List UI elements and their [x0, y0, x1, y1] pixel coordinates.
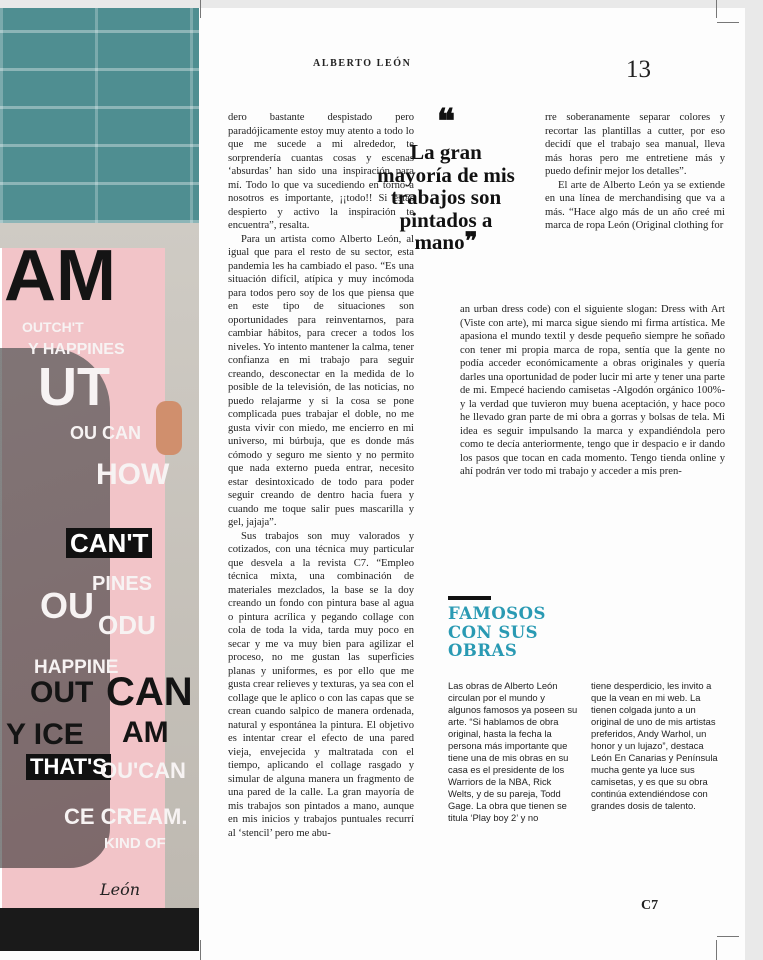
art-text: PINES	[92, 573, 153, 595]
art-text: OU CAN	[70, 423, 141, 443]
art-text: AM	[122, 716, 169, 749]
pull-quote-text: La gran mayoría de mis trabajos son pintados a mano	[377, 140, 515, 254]
art-text: OU	[40, 585, 94, 626]
paragraph: El arte de Alberto León ya se extiende en una línea de merchandising que va a más. “Hace algo más de un año creé mi marca de ropa León (Original clothing for	[545, 179, 725, 231]
crop-mark-bottom-right	[716, 940, 717, 960]
close-quote-icon: ❞	[464, 229, 478, 255]
art-text: CE CREAM.	[64, 804, 188, 829]
page-number: 13	[626, 56, 651, 83]
artist-signature: León	[100, 880, 141, 899]
crop-mark-top-left	[200, 0, 201, 18]
hand-holding-canvas	[156, 401, 182, 455]
crop-mark-bottom-right-h	[717, 936, 739, 937]
sidebar-column-1: Las obras de Alberto León circulan por el mundo y algunos famosos ya poseen su arte. “Si hablamos de obra original, hasta la fecha la persona más importante que tiene una de mis obras en su casa es el presidente de los Warriors de la NBA, Rick Welts, y de su pareja, Todd Gage. La obra que tienen se titula ‘Play boy 2’ y no	[448, 680, 578, 823]
art-text: CAN'T	[66, 528, 152, 558]
art-text: UT	[38, 357, 110, 417]
art-text: AM	[4, 236, 116, 316]
open-quote-icon: ❝	[436, 104, 456, 141]
floor-shadow	[0, 908, 199, 951]
brick-wall	[0, 8, 199, 223]
art-text: Y HAPPINES	[28, 341, 125, 358]
sidebar-title	[448, 605, 568, 661]
art-text: ODU	[98, 610, 156, 640]
paragraph: an urban dress code) con el siguiente slogan: Dress with Art (Viste con arte), mi marca sigue siendo mi firma artística. Me apasiona el mundo textil y desde pequeño siempre he soñado con tener mi propia marca de ropa, sentía que la gente no podía acceder económicamente a obras originales y quería darles una oportunidad de poder lucir mi arte y tener una parte de mi. Empecé haciendo camisetas -Algodón orgánico 100%- y la verdad que tuvieron muy buena aceptación, y hace poco he llevado gran parte de mi obra a gorras y bolsas de tela. Mi idea es seguir impulsando la marca y expandiéndola pero como te decía anteriormente, tengo que ir despacio e ir dando los pasos que tocan en cada momento. Tengo tienda online y ahí podrán ver todo mi trabajo y acceder a mis pren-	[460, 304, 725, 477]
crop-mark-top-right-h	[717, 22, 739, 23]
art-text: CAN	[106, 670, 193, 714]
sidebar-rule	[448, 596, 491, 600]
art-text: THAT'S	[26, 754, 111, 780]
magazine-logo: C7	[641, 898, 659, 913]
sidebar-title-line: CON SUS	[448, 622, 539, 642]
sidebar-column-2: tiene desperdicio, les invito a que la vean en mi web. La tienen colgada junto a un original de uno de mis artistas preferidos, Andy Warhol, un honor y un lujazo”, destaca León En Canarias y Península mucha gente ya luce sus camisetas, y es que su obra continúa extendiéndose con grandes dosis de talento.	[591, 680, 718, 811]
paragraph: dero bastante despistado pero paradójicamente estoy muy atento a todo lo que me sucede a mi alrededor, te sorprendería cuantas cosas y escenas ‘absurdas’ han sido una inspiración para mí. Todo lo que va sucediendo en torno a nosotros es importante, ¡¡todo!! Si estás despierto y activo la inspiración te encuentra”, resalta.	[228, 112, 414, 231]
art-text: KIND OF	[104, 835, 166, 852]
crop-mark-bottom-left	[200, 940, 201, 960]
sidebar-title-line: FAMOSOS	[448, 604, 546, 623]
pull-quote	[372, 104, 520, 255]
artwork-photo	[0, 8, 199, 951]
art-text: OUT	[30, 676, 94, 709]
art-text: HOW	[96, 458, 170, 491]
article-column-2	[545, 111, 725, 233]
art-text: HAPPINE	[34, 657, 119, 678]
paragraph: Para un artista como Alberto León, al igual que para el resto de su sector, esta pandemia les ha cambiado el paso. “Es una situación difícil, atípica y muy incómoda para todos pero soy de los que piensa que en este tipo de situaciones son oportunidades para reinventarnos, para cambiar hábitos, para crecer a todos los niveles. Yo intento mantener la calma, tener confianza en mi trabajo para seguir creando, desconectar en la medida de lo posible de la televisión, de las noticias, no puedo relajarme y si la cosa se pone complicada pues trabajar el doble, no me gusta vivir con miedo, me encierro en mi universo, mi búrbuja, que es donde más cómodo y seguro me siento y no permito que nada externo pueda entrar, necesito estar desintoxicado de todo para poder seguir creando de dentro hacia fuera y cuando me toque salir pues mascarilla y gel, jajaja”.	[228, 233, 414, 528]
paragraph: rre soberanamente separar colores y recortar las plantillas a cutter, por eso decidí que el trabajo sea manual, lleva más horas pero me entretiene más y puedo definir mejor los detalles”.	[545, 112, 725, 177]
article-column-2-continued	[460, 303, 725, 479]
art-text: OUTCH'T	[22, 319, 84, 335]
running-head-author: ALBERTO LEÓN	[313, 58, 412, 69]
sidebar-title-line: OBRAS	[448, 641, 518, 660]
paragraph: Sus trabajos son muy valorados y cotizados, con una técnica muy particular que desvela a la revista C7. “Empleo técnica mixta, una combinación de materiales mezclados, la base se la doy creando un fondo con pintura base al agua o pintura acrílica y pegando collage con cola de toda la vida, tarda muy poco en secar y me va muy bien para agilizar el proceso, no me gustan las superficies planas y uniformes, es por ello que me gusta crear relieves y texturas, ya sea con el collage que le aplico o con las capas que se crean cuando salpico de manera ordenada, natural y espontánea la pintura. El objetivo es intentar crear el efecto de una pared vieja, envejecida y maltratada con el tiempo, aplicando el collage rasgado y simular de alguna manera un fragmento de una pared de la calle. La gran mayoría de mis trabajos son pintados a mano, aunque en mis inicios y trabajos puntuales recurrí al ‘stencil’ pero me abu-	[228, 530, 414, 839]
art-text: Y ICE	[6, 718, 84, 751]
crop-mark-top-right	[716, 0, 717, 18]
art-text: OU'CAN	[100, 758, 186, 783]
